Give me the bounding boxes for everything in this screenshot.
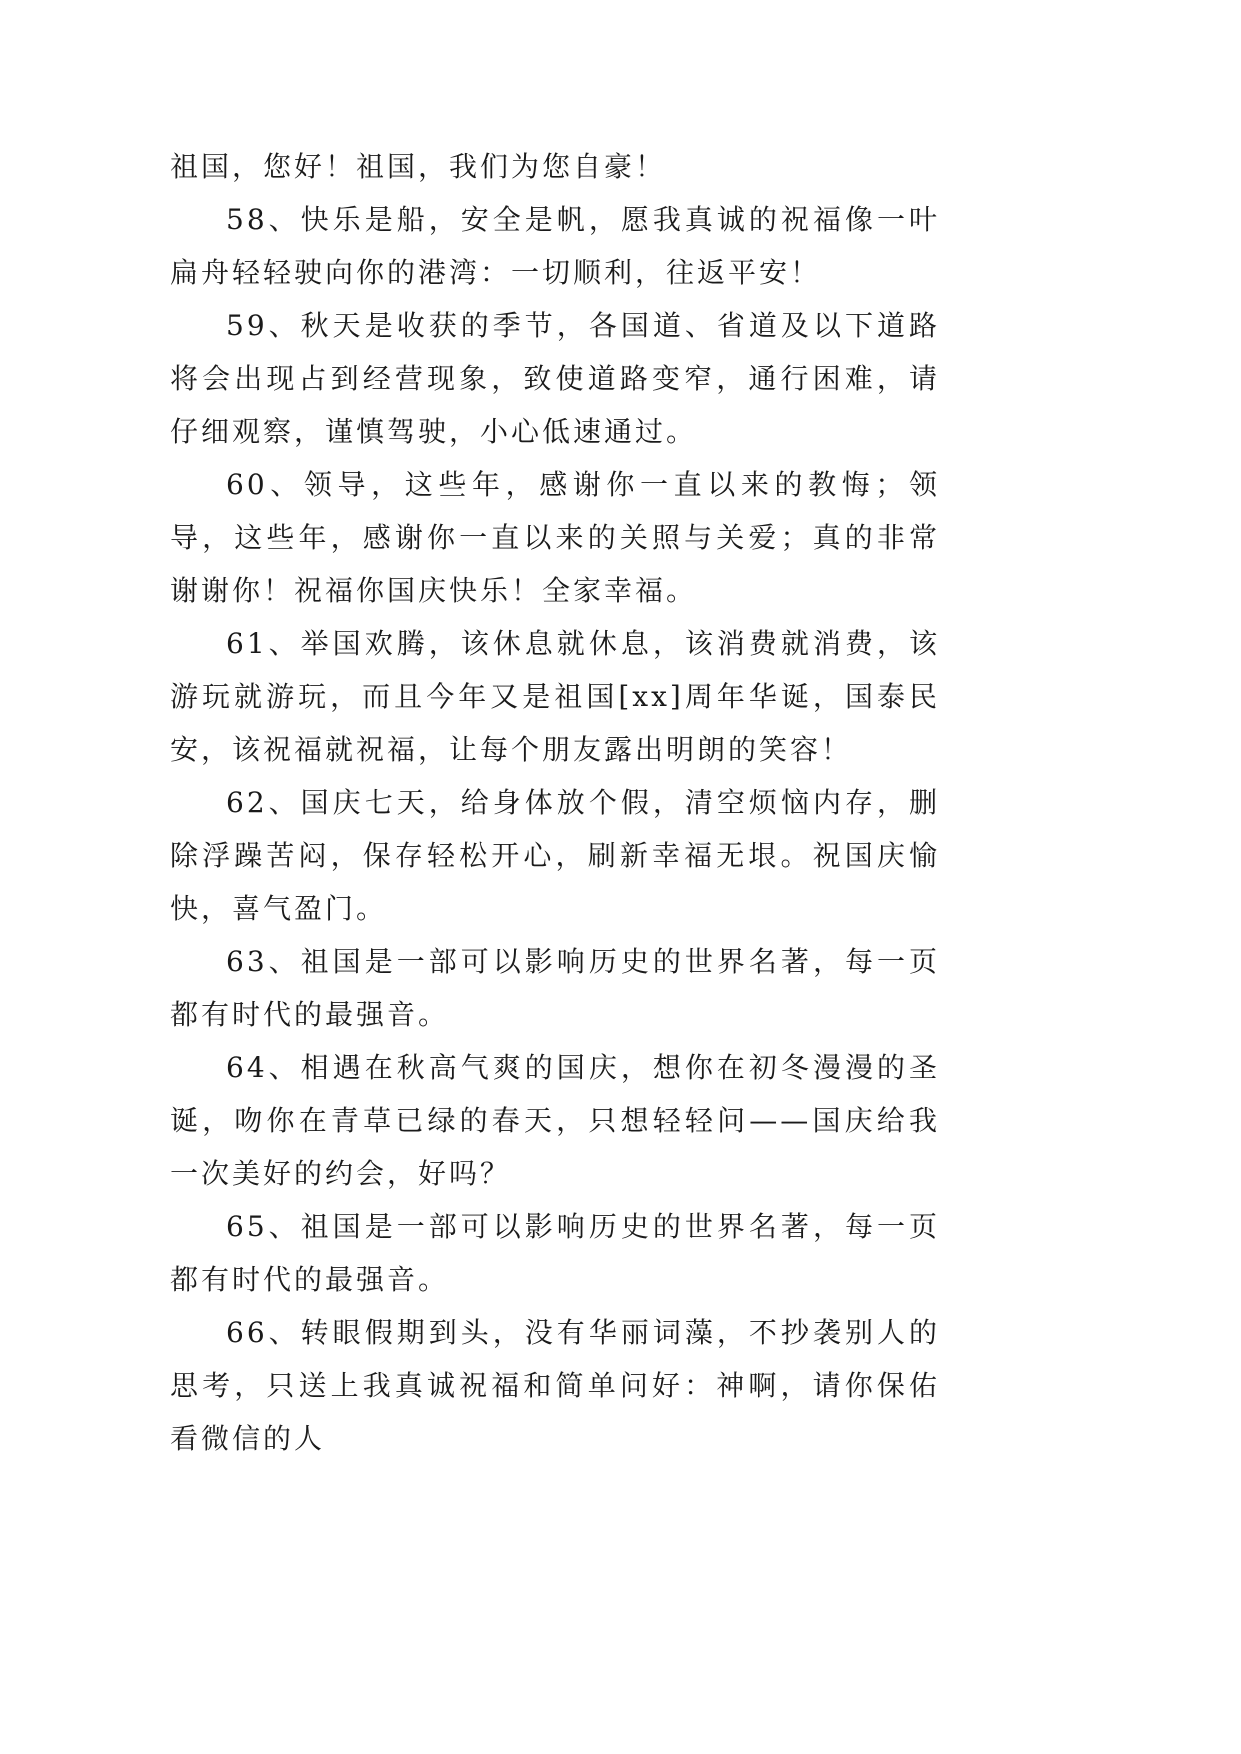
paragraph-60: 60、领导，这些年，感谢你一直以来的教悔；领导，这些年，感谢你一直以来的关照与关爱；真的非常谢谢你！祝福你国庆快乐！全家幸福。 [170,468,940,607]
paragraph-61: 61、举国欢腾，该休息就休息，该消费就消费，该游玩就游玩，而且今年又是祖国[xx]周年华诞，国泰民安，该祝福就祝福，让每个朋友露出明朗的笑容！ [170,627,940,766]
paragraph-66: 66、转眼假期到头，没有华丽词藻，不抄袭别人的思考，只送上我真诚祝福和简单问好：神啊，请你保佑看微信的人 [170,1316,940,1455]
paragraph-64: 64、相遇在秋高气爽的国庆，想你在初冬漫漫的圣诞，吻你在青草已绿的春天，只想轻轻问——国庆给我一次美好的约会，好吗？ [170,1051,940,1190]
paragraph-59: 59、秋天是收获的季节，各国道、省道及以下道路将会出现占到经营现象，致使道路变窄，通行困难，请仔细观察，谨慎驾驶，小心低速通过。 [170,309,940,448]
paragraph-63: 63、祖国是一部可以影响历史的世界名著，每一页都有时代的最强音。 [170,945,940,1031]
paragraph-continuation: 祖国，您好！祖国，我们为您自豪！ [170,150,667,183]
document-body [170,140,940,1465]
paragraph-58: 58、快乐是船，安全是帆，愿我真诚的祝福像一叶扁舟轻轻驶向你的港湾：一切顺利，往返平安！ [170,203,940,289]
paragraph-62: 62、国庆七天，给身体放个假，清空烦恼内存，删除浮躁苦闷，保存轻松开心，刷新幸福无垠。祝国庆愉快，喜气盈门。 [170,786,940,925]
paragraph-65: 65、祖国是一部可以影响历史的世界名著，每一页都有时代的最强音。 [170,1210,940,1296]
